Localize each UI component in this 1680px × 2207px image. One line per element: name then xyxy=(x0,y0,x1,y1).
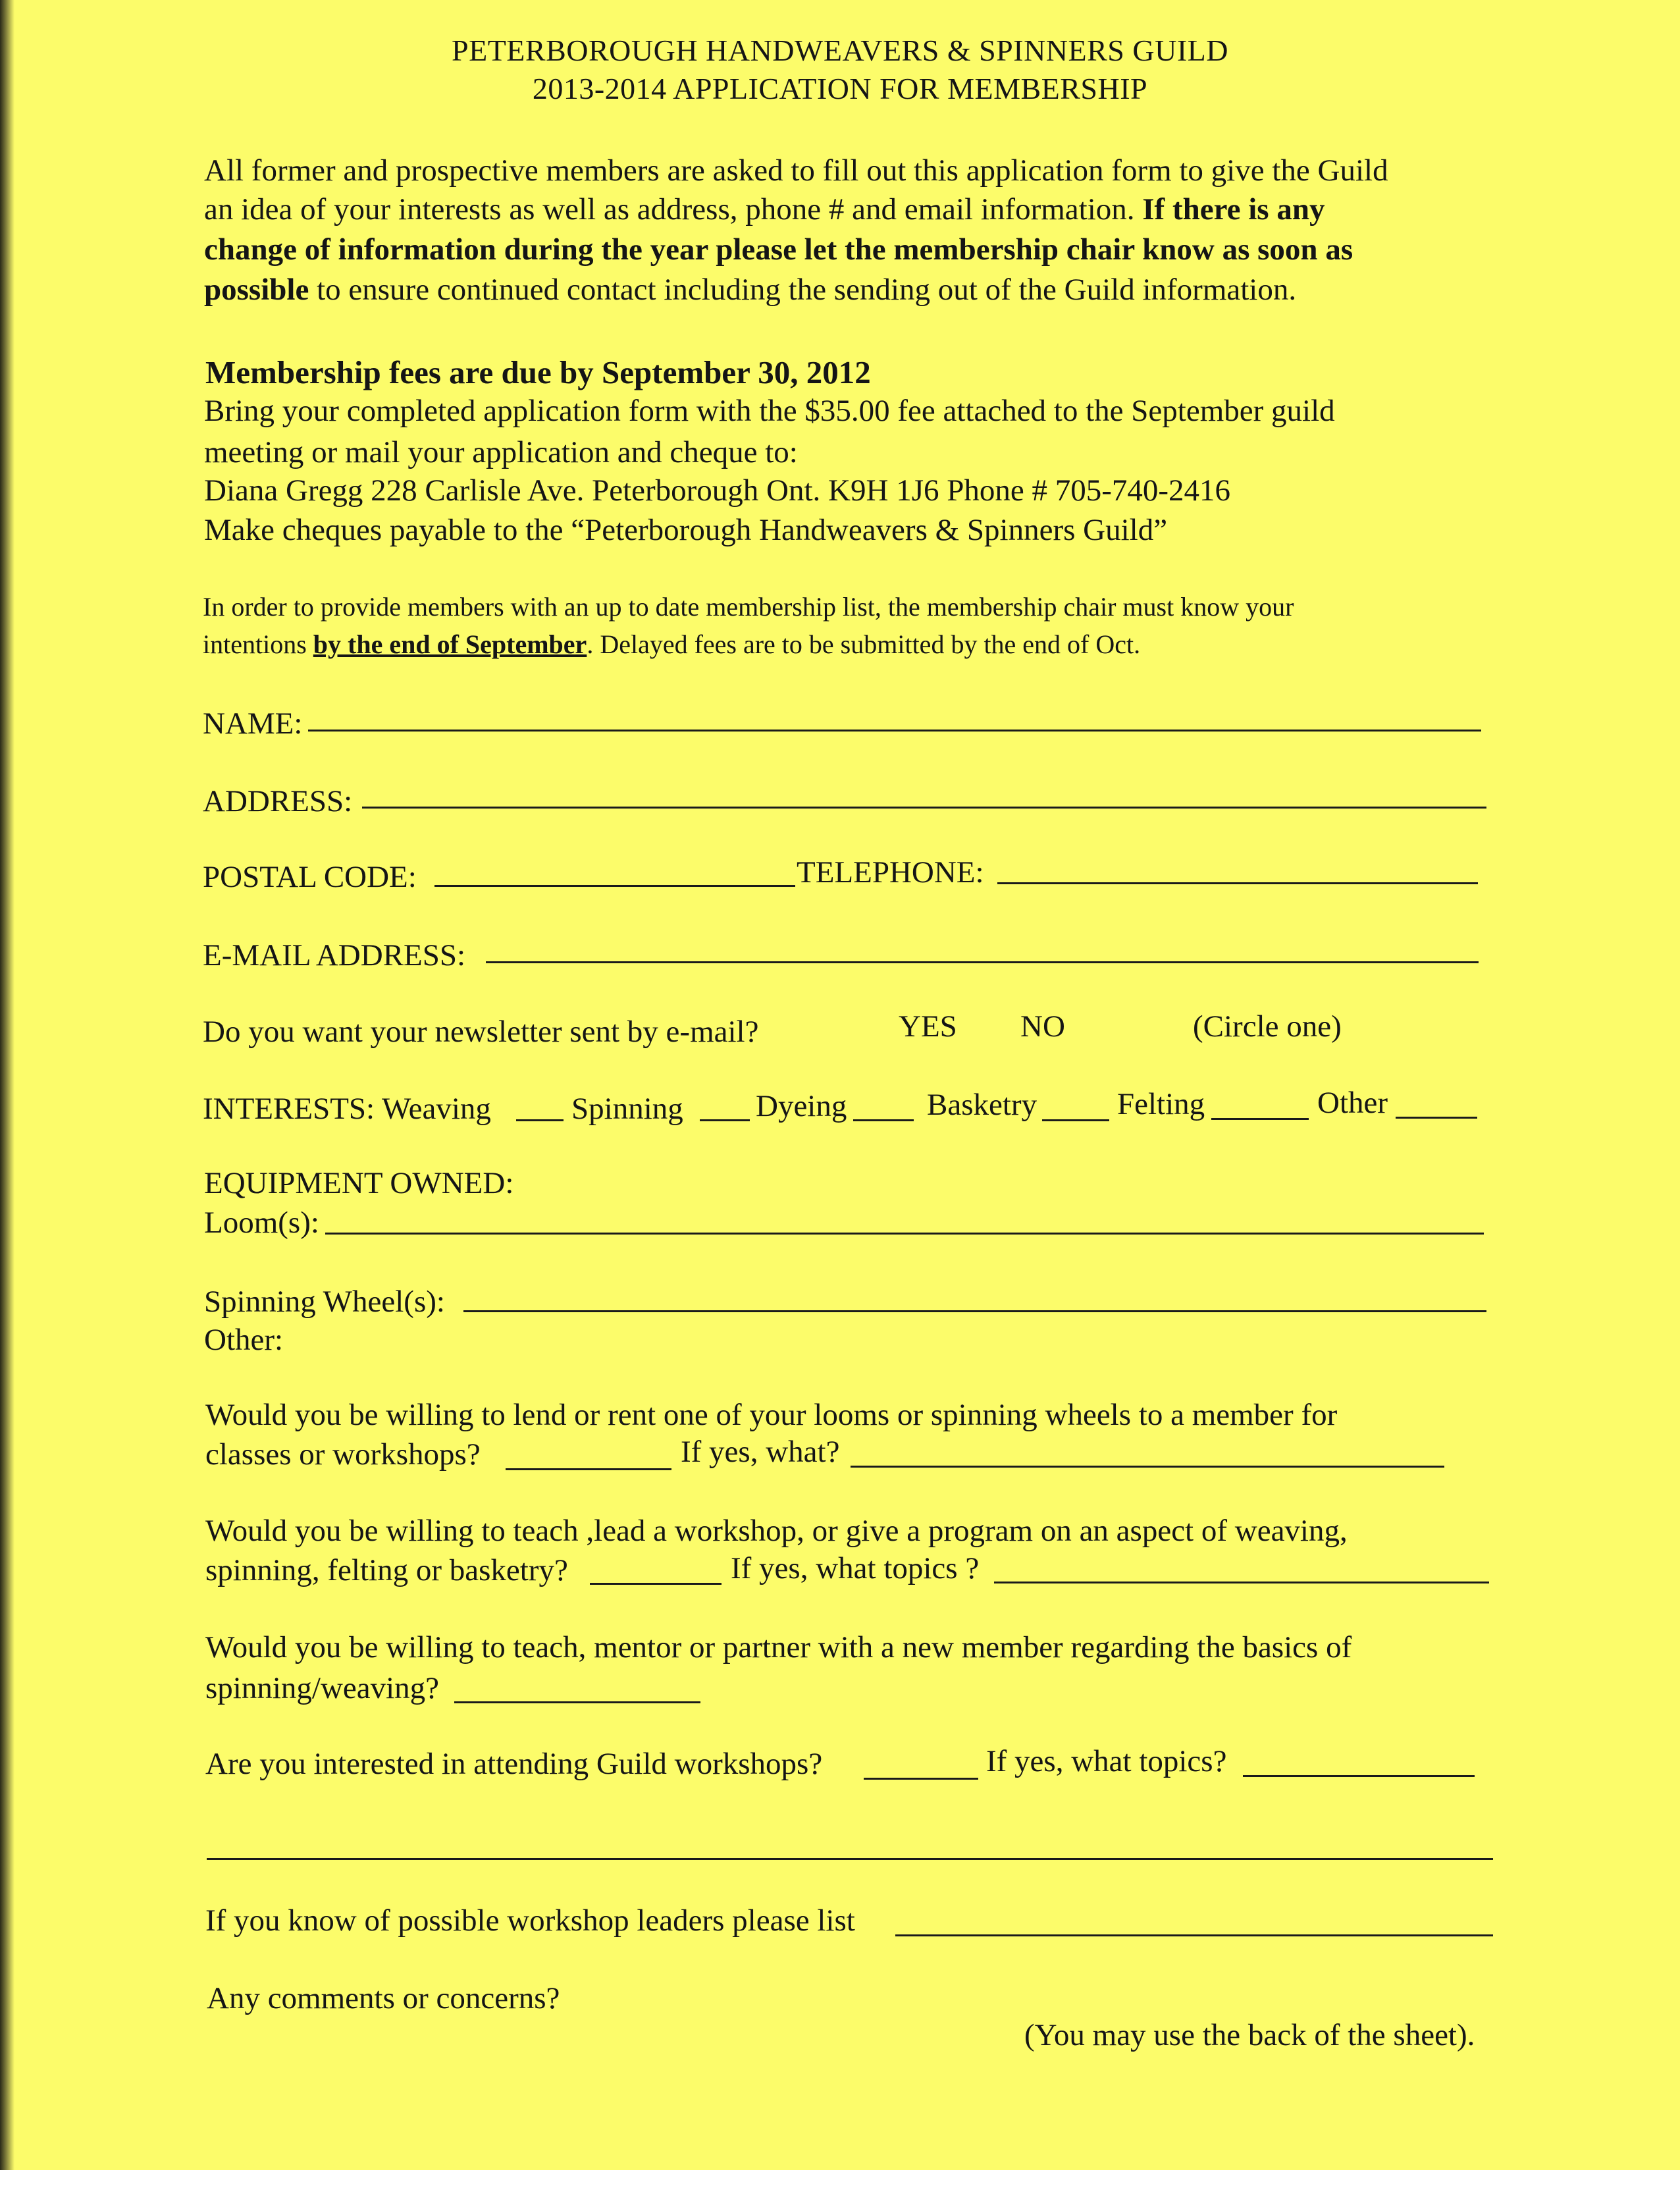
lend-question-line-1: Would you be willing to lend or rent one of your looms or spinning wheels to a member for xyxy=(205,1398,1338,1432)
felting-label: Felting xyxy=(1117,1087,1205,1121)
mentor-answer-field[interactable] xyxy=(454,1701,700,1703)
name-label: NAME: xyxy=(203,706,303,741)
newsletter-no[interactable]: NO xyxy=(1020,1009,1065,1044)
fees-line-2: meeting or mail your application and cheque to: xyxy=(204,435,798,469)
workshops-if-yes-label: If yes, what topics? xyxy=(986,1744,1227,1778)
telephone-label: TELEPHONE: xyxy=(797,855,984,890)
cheque-payable: Make cheques payable to the “Peterborough Handweavers & Spinners Guild” xyxy=(204,513,1168,547)
scan-edge-shadow xyxy=(0,0,14,2170)
postal-code-field[interactable] xyxy=(434,885,795,887)
other-equipment-label: Other: xyxy=(204,1323,284,1357)
workshops-topics-extra-line[interactable] xyxy=(207,1858,1493,1860)
notice-line-2 xyxy=(203,629,1140,660)
lend-question-line-2: classes or workshops? xyxy=(205,1437,481,1472)
intro-line-4-text: to ensure continued contact including the sending out of the Guild information. xyxy=(309,273,1297,307)
lend-if-yes-label: If yes, what? xyxy=(681,1435,840,1469)
lend-what-field[interactable] xyxy=(851,1466,1444,1468)
weaving-blank[interactable] xyxy=(516,1119,564,1121)
other-interest-blank[interactable] xyxy=(1396,1117,1477,1119)
felting-blank[interactable] xyxy=(1211,1118,1309,1120)
workshops-question: Are you interested in attending Guild workshops? xyxy=(205,1747,823,1781)
postal-code-label: POSTAL CODE: xyxy=(203,860,417,894)
form-subtitle: 2013-2014 APPLICATION FOR MEMBERSHIP xyxy=(532,72,1148,105)
looms-field[interactable] xyxy=(325,1233,1484,1235)
mentor-question-line-1: Would you be willing to teach, mentor or partner with a new member regarding the basics of xyxy=(205,1630,1352,1664)
back-of-sheet-note: (You may use the back of the sheet). xyxy=(1024,2018,1475,2052)
leaders-question: If you know of possible workshop leaders please list xyxy=(205,1903,855,1938)
intro-line-2 xyxy=(204,192,1325,227)
guild-title: PETERBOROUGH HANDWEAVERS & SPINNERS GUILD xyxy=(452,34,1228,67)
interests-weaving-label: INTERESTS: Weaving xyxy=(203,1092,491,1126)
lend-answer-field[interactable] xyxy=(506,1468,671,1470)
teach-question-line-1: Would you be willing to teach ,lead a workshop, or give a program on an aspect of weaving, xyxy=(205,1514,1348,1548)
intro-line-3 xyxy=(204,232,1353,267)
email-field[interactable] xyxy=(486,961,1479,963)
newsletter-yes[interactable]: YES xyxy=(899,1009,957,1044)
basketry-blank[interactable] xyxy=(1042,1119,1109,1121)
address-label: ADDRESS: xyxy=(203,784,353,818)
spinning-wheels-field[interactable] xyxy=(463,1310,1486,1312)
comments-question: Any comments or concerns? xyxy=(207,1981,560,2015)
teach-topics-field[interactable] xyxy=(994,1582,1489,1583)
spinning-blank[interactable] xyxy=(700,1119,750,1121)
intro-line-4-bold: possible xyxy=(204,273,309,307)
fees-line-1: Bring your completed application form with the $35.00 fee attached to the September guild xyxy=(204,394,1335,428)
equipment-heading: EQUIPMENT OWNED: xyxy=(204,1166,514,1200)
teach-if-yes-label: If yes, what topics ? xyxy=(731,1551,980,1585)
notice-line-1: In order to provide members with an up to date membership list, the membership chair must know your xyxy=(203,592,1294,622)
telephone-field[interactable] xyxy=(997,882,1478,884)
spinning-wheels-label: Spinning Wheel(s): xyxy=(204,1285,445,1319)
spinning-label: Spinning xyxy=(571,1092,683,1126)
leaders-field[interactable] xyxy=(895,1934,1493,1936)
fees-heading: Membership fees are due by September 30, 2012 xyxy=(205,354,871,390)
dyeing-label: Dyeing xyxy=(756,1089,847,1123)
intro-line-2-text: an idea of your interests as well as address, phone # and email information. xyxy=(204,192,1143,226)
dyeing-blank[interactable] xyxy=(853,1119,914,1121)
notice-line-2-pre: intentions xyxy=(203,629,313,659)
notice-line-2-post: . Delayed fees are to be submitted by the end of Oct. xyxy=(587,629,1141,659)
teach-answer-field[interactable] xyxy=(590,1583,722,1585)
email-label: E-MAIL ADDRESS: xyxy=(203,938,466,972)
workshops-answer-field[interactable] xyxy=(864,1778,978,1780)
intro-line-3-bold: change of information during the year please let the membership chair know as soon as xyxy=(204,232,1353,267)
looms-label: Loom(s): xyxy=(204,1206,319,1240)
intro-line-4 xyxy=(204,272,1296,307)
newsletter-question: Do you want your newsletter sent by e-mail? xyxy=(203,1015,759,1049)
notice-deadline: by the end of September xyxy=(313,629,587,659)
teach-question-line-2: spinning, felting or basketry? xyxy=(205,1553,568,1587)
name-field[interactable] xyxy=(308,730,1481,731)
address-field[interactable] xyxy=(362,807,1486,809)
workshops-topics-field[interactable] xyxy=(1243,1775,1475,1777)
other-interest-label: Other xyxy=(1317,1086,1388,1120)
intro-line-2-bold: If there is any xyxy=(1142,192,1325,226)
mentor-question-line-2: spinning/weaving? xyxy=(205,1671,440,1705)
intro-line-1: All former and prospective members are asked to fill out this application form to give the Guild xyxy=(204,153,1388,188)
circle-one-hint: (Circle one) xyxy=(1193,1009,1342,1044)
basketry-label: Basketry xyxy=(927,1088,1037,1122)
mailing-address: Diana Gregg 228 Carlisle Ave. Peterborough Ont. K9H 1J6 Phone # 705-740-2416 xyxy=(204,473,1231,508)
